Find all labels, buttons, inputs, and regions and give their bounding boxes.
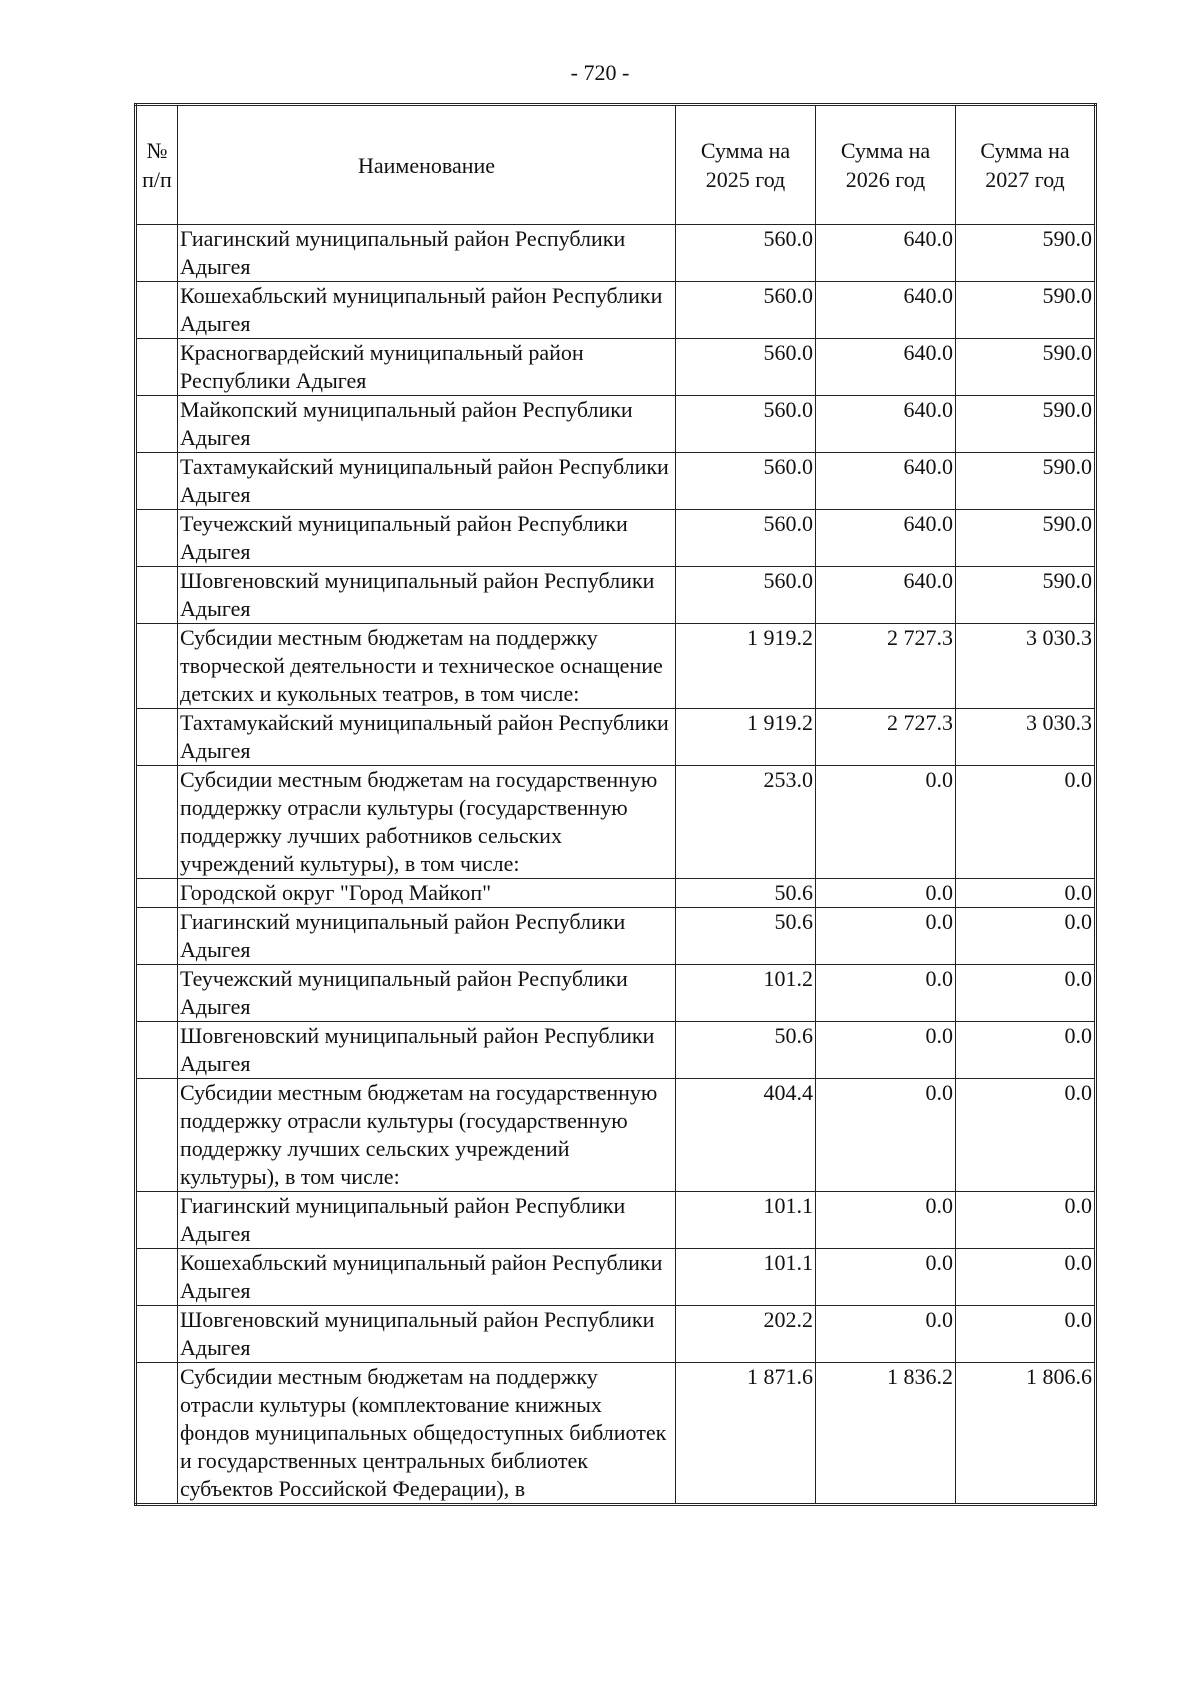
row-name: Гиагинский муниципальный район Республики Адыгея — [178, 908, 676, 965]
row-name: Тахтамукайский муниципальный район Республики Адыгея — [178, 453, 676, 510]
row-amount-2027: 0.0 — [956, 879, 1096, 908]
row-name: Красногвардейский муниципальный район Республики Адыгея — [178, 339, 676, 396]
row-number-cell — [136, 1022, 178, 1079]
row-amount-2025: 560.0 — [676, 225, 816, 282]
row-amount-2025: 101.1 — [676, 1249, 816, 1306]
row-number-cell — [136, 1363, 178, 1505]
budget-table — [134, 103, 1097, 1506]
row-amount-2027: 3 030.3 — [956, 624, 1096, 709]
row-amount-2027: 0.0 — [956, 965, 1096, 1022]
row-number-cell — [136, 879, 178, 908]
row-name: Тахтамукайский муниципальный район Республики Адыгея — [178, 709, 676, 766]
row-amount-2027: 590.0 — [956, 453, 1096, 510]
row-amount-2026: 640.0 — [816, 225, 956, 282]
row-name: Шовгеновский муниципальный район Республики Адыгея — [178, 1306, 676, 1363]
row-amount-2026: 0.0 — [816, 908, 956, 965]
header-2026 — [816, 105, 956, 225]
header-2027-line2: 2027 год — [985, 167, 1065, 192]
header-name: Наименование — [178, 105, 676, 225]
row-amount-2027: 590.0 — [956, 567, 1096, 624]
row-amount-2027: 0.0 — [956, 908, 1096, 965]
row-number-cell — [136, 766, 178, 879]
row-amount-2025: 560.0 — [676, 510, 816, 567]
row-amount-2027: 0.0 — [956, 1192, 1096, 1249]
header-number — [136, 105, 178, 225]
table-row — [136, 282, 1096, 339]
row-amount-2026: 640.0 — [816, 453, 956, 510]
row-amount-2025: 560.0 — [676, 453, 816, 510]
table-row — [136, 709, 1096, 766]
row-number-cell — [136, 1306, 178, 1363]
row-number-cell — [136, 1079, 178, 1192]
row-name: Гиагинский муниципальный район Республики Адыгея — [178, 1192, 676, 1249]
page-number: - 720 - — [570, 60, 630, 85]
table-row — [136, 965, 1096, 1022]
header-2027 — [956, 105, 1096, 225]
row-amount-2026: 640.0 — [816, 339, 956, 396]
row-name: Майкопский муниципальный район Республики Адыгея — [178, 396, 676, 453]
row-amount-2026: 640.0 — [816, 282, 956, 339]
row-name: Субсидии местным бюджетам на поддержку отрасли культуры (комплектование книжных фондов муниципальных общедоступных библиотек и государственных центральных библиотек субъектов Российской Федерации), в — [178, 1363, 676, 1505]
row-number-cell — [136, 965, 178, 1022]
row-name: Шовгеновский муниципальный район Республики Адыгея — [178, 567, 676, 624]
row-amount-2026: 0.0 — [816, 1192, 956, 1249]
table-row — [136, 879, 1096, 908]
row-amount-2027: 3 030.3 — [956, 709, 1096, 766]
row-amount-2026: 0.0 — [816, 879, 956, 908]
row-amount-2027: 0.0 — [956, 766, 1096, 879]
row-amount-2025: 1 871.6 — [676, 1363, 816, 1505]
row-amount-2025: 404.4 — [676, 1079, 816, 1192]
row-name: Шовгеновский муниципальный район Республики Адыгея — [178, 1022, 676, 1079]
row-name: Теучежский муниципальный район Республики Адыгея — [178, 965, 676, 1022]
row-amount-2027: 0.0 — [956, 1306, 1096, 1363]
table-row — [136, 396, 1096, 453]
header-2026-line1: Сумма на — [840, 138, 931, 163]
row-amount-2026: 0.0 — [816, 1022, 956, 1079]
row-amount-2025: 50.6 — [676, 1022, 816, 1079]
row-amount-2027: 0.0 — [956, 1079, 1096, 1192]
row-name: Субсидии местным бюджетам на государственную поддержку отрасли культуры (государственную поддержку лучших работников сельских учреждений культуры), в том числе: — [178, 766, 676, 879]
table-row — [136, 339, 1096, 396]
row-name: Субсидии местным бюджетам на государственную поддержку отрасли культуры (государственную поддержку лучших сельских учреждений культуры), в том числе: — [178, 1079, 676, 1192]
row-number-cell — [136, 624, 178, 709]
row-amount-2026: 640.0 — [816, 567, 956, 624]
header-2026-line2: 2026 год — [845, 167, 926, 192]
row-amount-2027: 590.0 — [956, 396, 1096, 453]
row-number-cell — [136, 282, 178, 339]
table-row — [136, 225, 1096, 282]
row-amount-2025: 101.2 — [676, 965, 816, 1022]
row-name: Кошехабльский муниципальный район Республики Адыгея — [178, 282, 676, 339]
header-2027-line1: Сумма на — [980, 138, 1070, 163]
header-2025 — [676, 105, 816, 225]
header-number-line2: п/п — [142, 167, 172, 192]
row-number-cell — [136, 453, 178, 510]
row-amount-2027: 0.0 — [956, 1249, 1096, 1306]
row-amount-2026: 0.0 — [816, 1249, 956, 1306]
row-amount-2026: 0.0 — [816, 1306, 956, 1363]
row-number-cell — [136, 339, 178, 396]
row-amount-2025: 560.0 — [676, 396, 816, 453]
row-amount-2027: 590.0 — [956, 510, 1096, 567]
row-amount-2027: 590.0 — [956, 225, 1096, 282]
row-amount-2027: 590.0 — [956, 339, 1096, 396]
row-amount-2025: 202.2 — [676, 1306, 816, 1363]
row-number-cell — [136, 908, 178, 965]
row-amount-2025: 1 919.2 — [676, 624, 816, 709]
row-name: Гиагинский муниципальный район Республики Адыгея — [178, 225, 676, 282]
row-amount-2025: 101.1 — [676, 1192, 816, 1249]
row-amount-2026: 1 836.2 — [816, 1363, 956, 1505]
table-row — [136, 1022, 1096, 1079]
row-amount-2025: 560.0 — [676, 282, 816, 339]
row-name: Теучежский муниципальный район Республики Адыгея — [178, 510, 676, 567]
table-row — [136, 1306, 1096, 1363]
table-row — [136, 453, 1096, 510]
table-row — [136, 1192, 1096, 1249]
row-amount-2025: 560.0 — [676, 567, 816, 624]
row-amount-2025: 1 919.2 — [676, 709, 816, 766]
row-name: Кошехабльский муниципальный район Республики Адыгея — [178, 1249, 676, 1306]
row-number-cell — [136, 396, 178, 453]
row-amount-2025: 50.6 — [676, 908, 816, 965]
table-row — [136, 1249, 1096, 1306]
row-amount-2027: 590.0 — [956, 282, 1096, 339]
row-number-cell — [136, 510, 178, 567]
row-amount-2026: 0.0 — [816, 965, 956, 1022]
table-row — [136, 624, 1096, 709]
row-amount-2025: 253.0 — [676, 766, 816, 879]
header-number-line1: № — [146, 138, 168, 163]
row-number-cell — [136, 567, 178, 624]
table-row — [136, 1363, 1096, 1505]
row-amount-2026: 640.0 — [816, 510, 956, 567]
header-2025-line2: 2025 год — [705, 167, 786, 192]
row-name: Городской округ "Город Майкоп" — [178, 879, 676, 908]
row-number-cell — [136, 1249, 178, 1306]
table-row — [136, 1079, 1096, 1192]
row-amount-2026: 2 727.3 — [816, 709, 956, 766]
table-row — [136, 510, 1096, 567]
row-name: Субсидии местным бюджетам на поддержку творческой деятельности и техническое оснащение детских и кукольных театров, в том числе: — [178, 624, 676, 709]
header-2025-line1: Сумма на — [700, 138, 791, 163]
row-number-cell — [136, 225, 178, 282]
row-amount-2025: 50.6 — [676, 879, 816, 908]
row-amount-2026: 640.0 — [816, 396, 956, 453]
row-amount-2025: 560.0 — [676, 339, 816, 396]
table-row — [136, 567, 1096, 624]
row-amount-2026: 0.0 — [816, 1079, 956, 1192]
row-amount-2026: 2 727.3 — [816, 624, 956, 709]
table-header-row — [136, 105, 1096, 225]
row-amount-2027: 1 806.6 — [956, 1363, 1096, 1505]
table-row — [136, 908, 1096, 965]
row-number-cell — [136, 709, 178, 766]
row-amount-2026: 0.0 — [816, 766, 956, 879]
row-amount-2027: 0.0 — [956, 1022, 1096, 1079]
row-number-cell — [136, 1192, 178, 1249]
table-row — [136, 766, 1096, 879]
